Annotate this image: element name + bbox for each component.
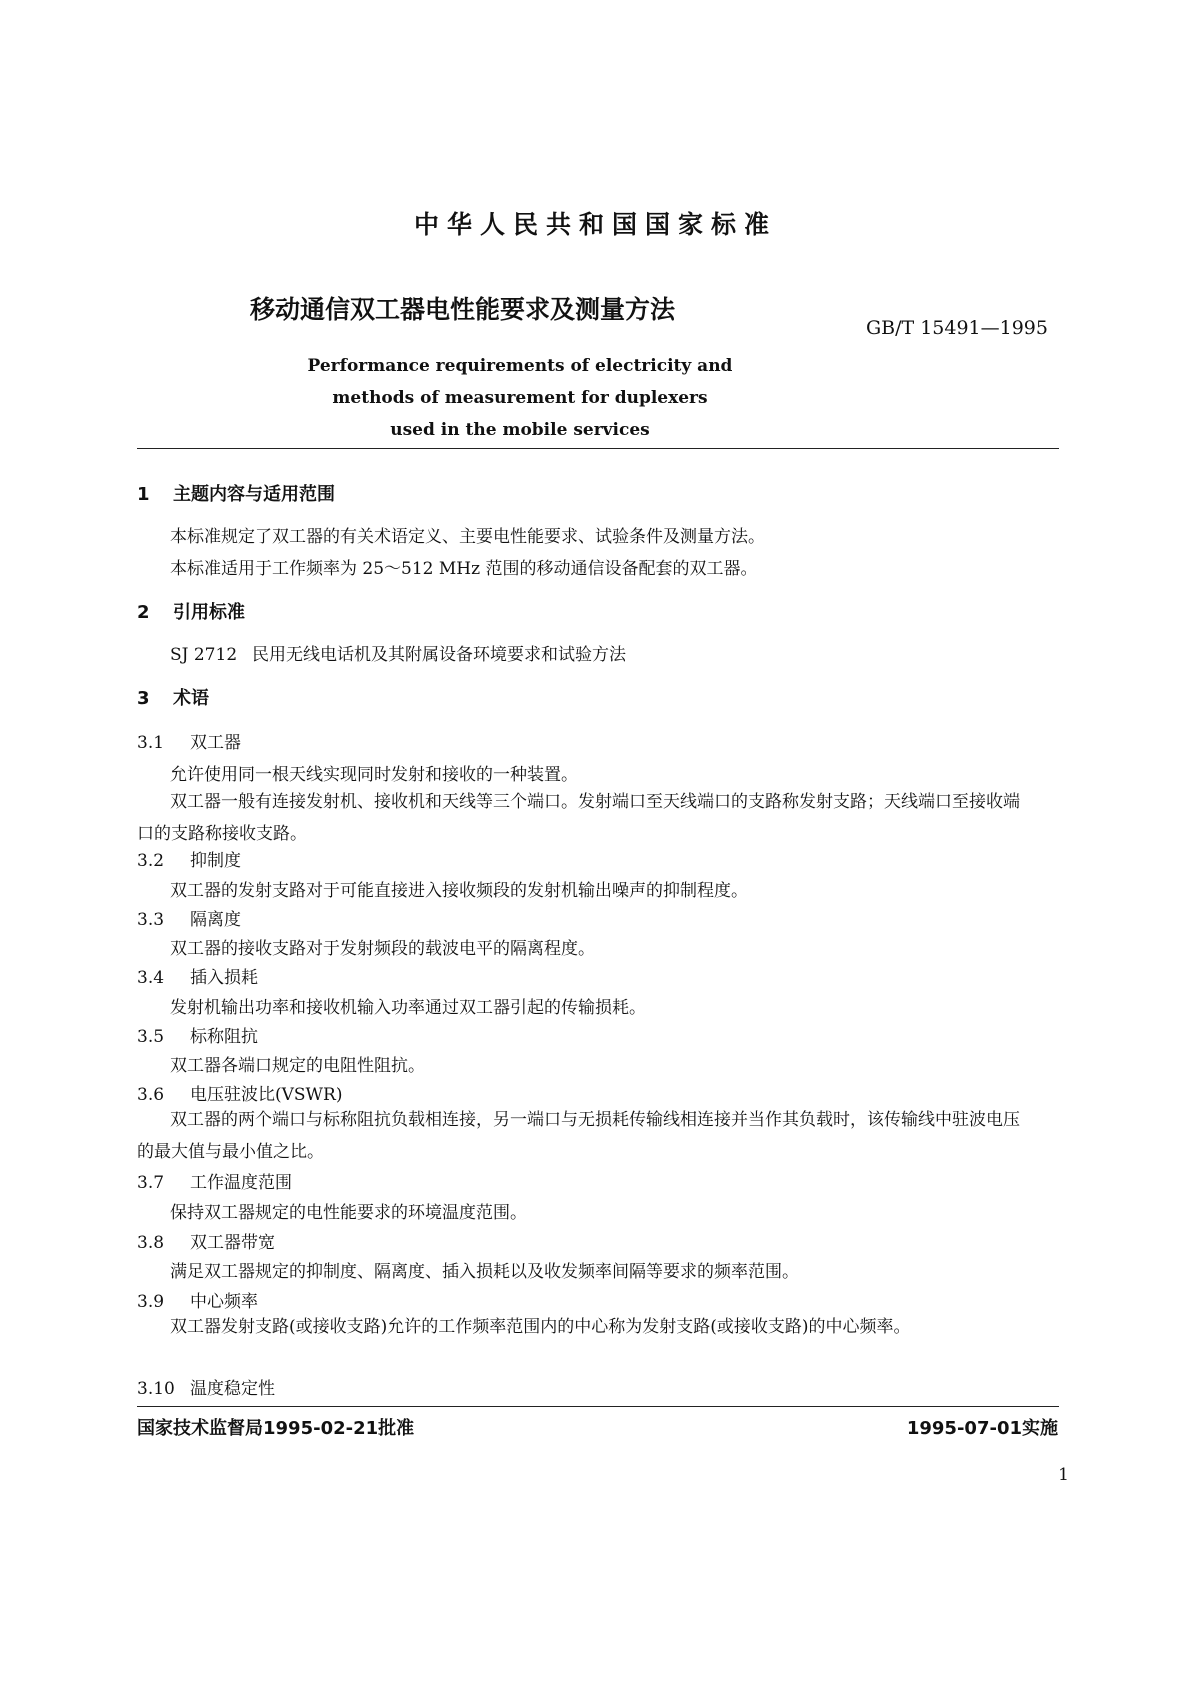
paragraph: 本标准规定了双工器的有关术语定义、主要电性能要求、试验条件及测量方法。 <box>170 527 765 547</box>
reference-code: SJ 2712 <box>170 645 238 665</box>
term-heading <box>137 963 258 988</box>
term-name: 中心频率 <box>190 1292 258 1312</box>
title-en-line: methods of measurement for duplexers <box>332 388 708 408</box>
term-definition: 发射机输出功率和接收机输入功率通过双工器引起的传输损耗。 <box>170 998 646 1018</box>
term-name: 温度稳定性 <box>190 1379 275 1399</box>
section-title: 主题内容与适用范围 <box>173 484 335 505</box>
term-name: 双工器带宽 <box>190 1233 275 1253</box>
document-title-en <box>0 350 1040 446</box>
page-number: 1 <box>1058 1465 1069 1485</box>
term-definition: 双工器的两个端口与标称阻抗负载相连接，另一端口与无损耗传输线相连接并当作其负载时，该传输线中驻波电压的最大值与最小值之比。 <box>137 1110 1020 1162</box>
term-definition: 允许使用同一根天线实现同时发射和接收的一种装置。 <box>170 765 578 785</box>
term-name: 插入损耗 <box>190 968 258 988</box>
term-definition: 双工器的发射支路对于可能直接进入接收频段的发射机输出噪声的抑制程度。 <box>170 881 748 901</box>
term-heading <box>137 1168 292 1193</box>
section-1-heading <box>137 480 335 506</box>
term-name: 电压驻波比(VSWR) <box>190 1085 343 1105</box>
term-name: 抑制度 <box>190 851 241 871</box>
section-2-heading <box>137 598 245 624</box>
term-number: 3.8 <box>137 1233 165 1253</box>
standard-code: GB/T 15491—1995 <box>865 317 1048 339</box>
term-name: 双工器 <box>190 733 241 753</box>
term-name: 标称阻抗 <box>190 1027 258 1047</box>
term-heading <box>137 846 241 871</box>
term-name: 工作温度范围 <box>190 1173 292 1193</box>
header-divider <box>137 448 1059 449</box>
term-number: 3.10 <box>137 1379 175 1399</box>
paragraph: 本标准适用于工作频率为 25～512 MHz 范围的移动通信设备配套的双工器。 <box>170 559 758 579</box>
term-heading <box>137 905 241 930</box>
term-number: 3.2 <box>137 851 165 871</box>
section-title: 术语 <box>173 688 209 709</box>
term-heading <box>137 1374 275 1399</box>
term-definition: 满足双工器规定的抑制度、隔离度、插入损耗以及收发频率间隔等要求的频率范围。 <box>170 1262 799 1282</box>
title-en-line: Performance requirements of electricity and <box>307 356 733 376</box>
term-heading <box>137 1228 275 1253</box>
term-definition: 双工器各端口规定的电阻性阻抗。 <box>170 1056 425 1076</box>
term-definition: 双工器发射支路(或接收支路)允许的工作频率范围内的中心称为发射支路(或接收支路)的中心频率。 <box>170 1317 911 1337</box>
term-number: 3.3 <box>137 910 165 930</box>
term-definition: 双工器一般有连接发射机、接收机和天线等三个端口。发射端口至天线端口的支路称发射支路；天线端口至接收端口的支路称接收支路。 <box>137 792 1020 844</box>
section-title: 引用标准 <box>173 602 245 623</box>
effective-date: 1995-07-01实施 <box>906 1418 1058 1439</box>
term-number: 3.9 <box>137 1292 165 1312</box>
term-heading <box>137 1287 258 1312</box>
section-number: 3 <box>137 688 150 709</box>
document-title-zh: 移动通信双工器电性能要求及测量方法 <box>250 295 676 324</box>
term-number: 3.7 <box>137 1173 165 1193</box>
national-standard-heading: 中华人民共和国国家标准 <box>413 210 777 239</box>
term-heading <box>137 1022 258 1047</box>
term-heading <box>137 1080 342 1105</box>
term-heading <box>137 728 241 753</box>
term-definition: 双工器的接收支路对于发射频段的载波电平的隔离程度。 <box>170 939 595 959</box>
section-3-heading <box>137 684 209 710</box>
reference-title: 民用无线电话机及其附属设备环境要求和试验方法 <box>252 645 626 665</box>
term-number: 3.4 <box>137 968 165 988</box>
term-number: 3.1 <box>137 733 165 753</box>
reference-standard <box>170 640 626 665</box>
term-number: 3.6 <box>137 1085 165 1105</box>
title-en-line: used in the mobile services <box>390 420 650 440</box>
term-definition: 保持双工器规定的电性能要求的环境温度范围。 <box>170 1203 527 1223</box>
term-name: 隔离度 <box>190 910 241 930</box>
term-number: 3.5 <box>137 1027 165 1047</box>
section-number: 2 <box>137 602 150 623</box>
footer-divider <box>137 1406 1059 1407</box>
section-number: 1 <box>137 484 150 505</box>
approval-date: 国家技术监督局1995-02-21批准 <box>137 1418 415 1439</box>
